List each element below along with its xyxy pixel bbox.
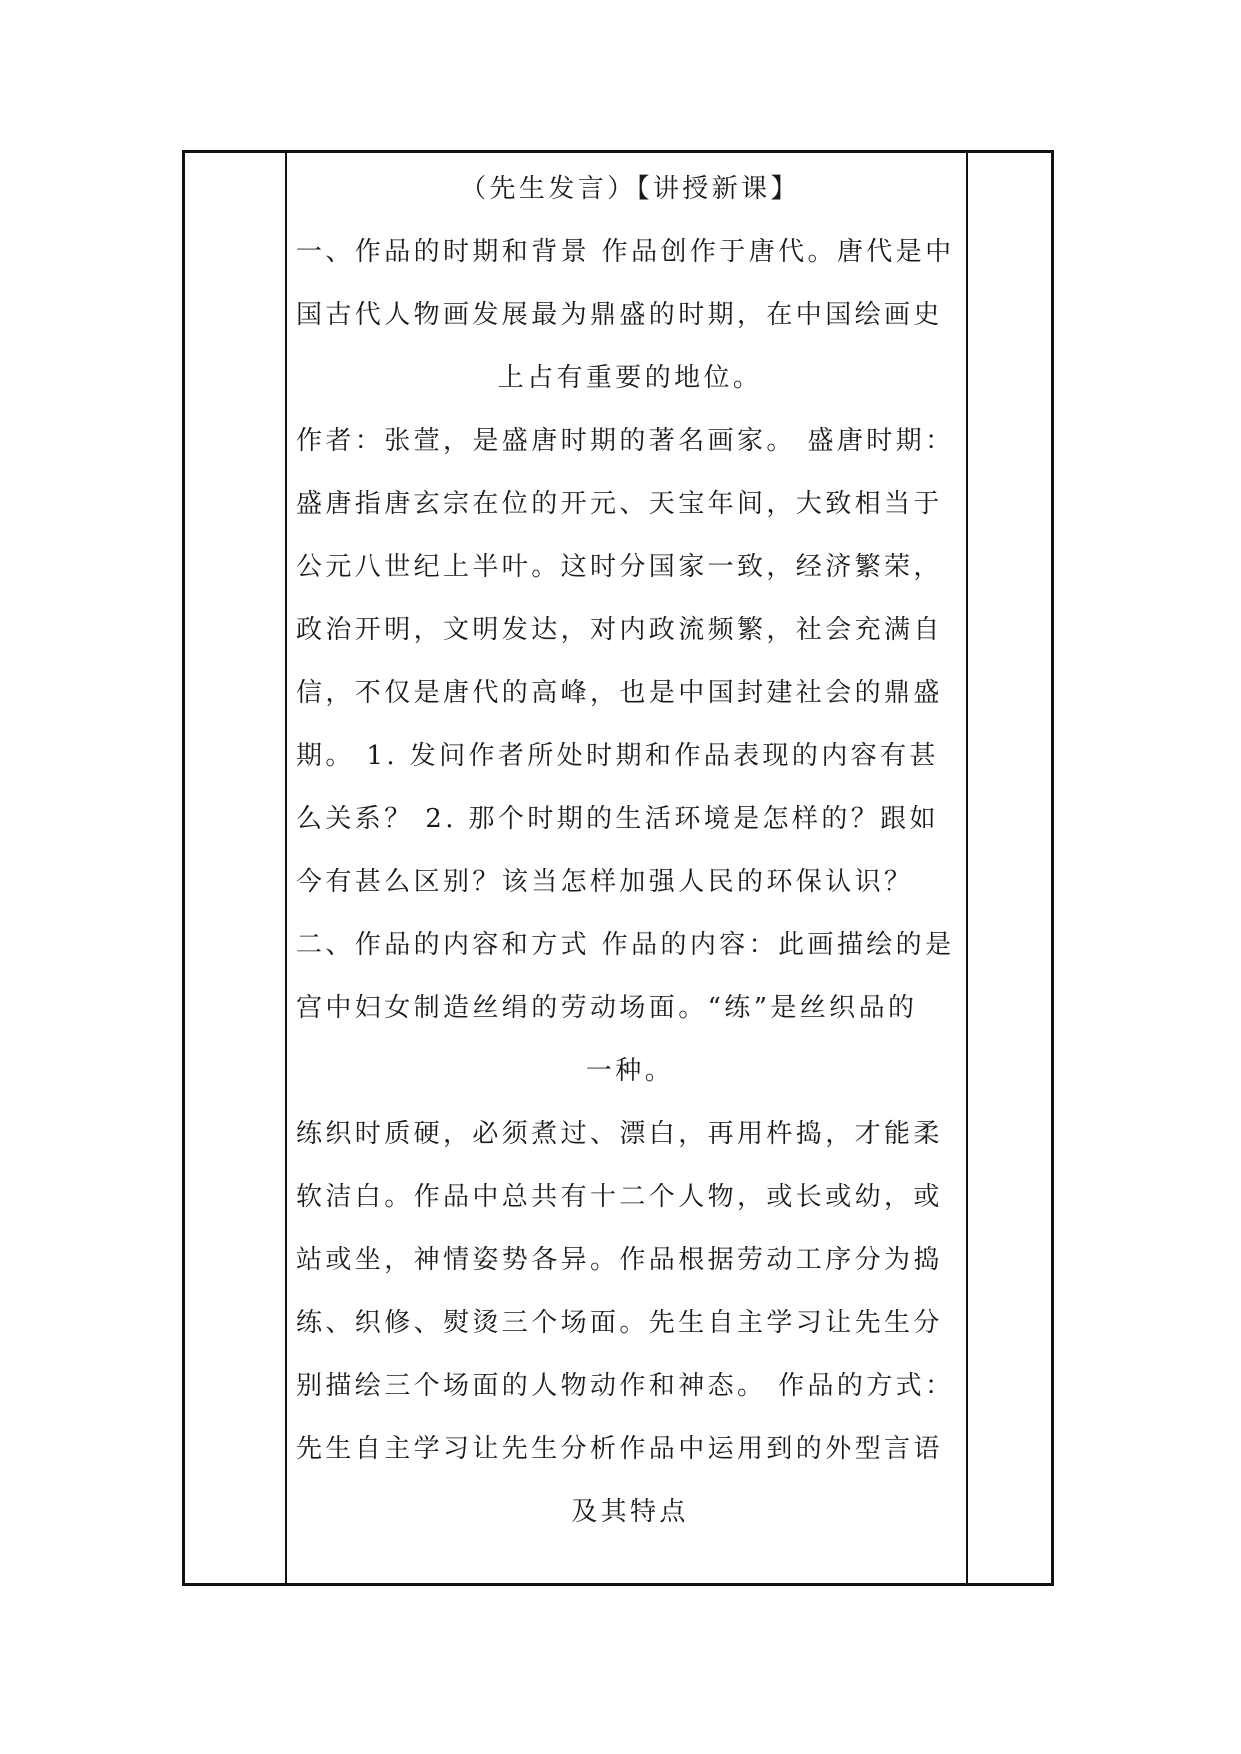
- text-line: 及其特点: [571, 1497, 689, 1527]
- text-line: 练、织修、熨烫三个场面。先生自主学习让先生分: [296, 1308, 943, 1338]
- text-line: 期。 1. 发问作者所处时期和作品表现的内容有甚: [296, 741, 939, 771]
- text-line: 公元八世纪上半叶。这时分国家一致，经济繁荣，: [296, 552, 943, 582]
- text-line: 二、作品的内容和方式 作品的内容：此画描绘的是: [296, 930, 955, 960]
- text-line: 政治开明，文明发达，对内政流频繁，社会充满自: [296, 615, 943, 645]
- text-line: 今有甚么区别？该当怎样加强人民的环保认识？: [296, 867, 914, 897]
- text-line: 上占有重要的地位。: [497, 363, 763, 393]
- text-line: 信，不仅是唐代的高峰，也是中国封建社会的鼎盛: [296, 678, 943, 708]
- text-line: 作者：张萱，是盛唐时期的著名画家。 盛唐时期：: [296, 426, 955, 456]
- text-line: 别描绘三个场面的人物动作和神态。 作品的方式：: [296, 1371, 955, 1401]
- text-line: 盛唐指唐玄宗在位的开元、天宝年间，大致相当于: [296, 489, 943, 519]
- text-line: 站或坐，神情姿势各异。作品根据劳动工序分为捣: [296, 1245, 943, 1275]
- text-line: 练织时质硬，必须煮过、漂白，再用杵捣，才能柔: [296, 1119, 943, 1149]
- lesson-content-cell: [296, 153, 964, 1583]
- text-line: 软洁白。作品中总共有十二个人物，或长或幼，或: [296, 1182, 943, 1212]
- text-line: 国古代人物画发展最为鼎盛的时期，在中国绘画史: [296, 300, 943, 330]
- text-line: 宫中妇女制造丝绢的劳动场面。“练”是丝织品的: [296, 993, 918, 1023]
- text-line: （先生发言）【讲授新课】: [460, 174, 800, 204]
- text-line: 一种。: [585, 1056, 675, 1086]
- text-line: 么关系？ 2. 那个时期的生活环境是怎样的？跟如: [296, 804, 939, 834]
- left-empty-cell: [185, 153, 285, 1583]
- right-empty-cell: [968, 153, 1051, 1583]
- text-line: 先生自主学习让先生分析作品中运用到的外型言语: [296, 1434, 943, 1464]
- lesson-table: [182, 150, 1054, 1586]
- column-divider-left: [285, 153, 287, 1583]
- text-line: 一、作品的时期和背景 作品创作于唐代。唐代是中: [296, 237, 955, 267]
